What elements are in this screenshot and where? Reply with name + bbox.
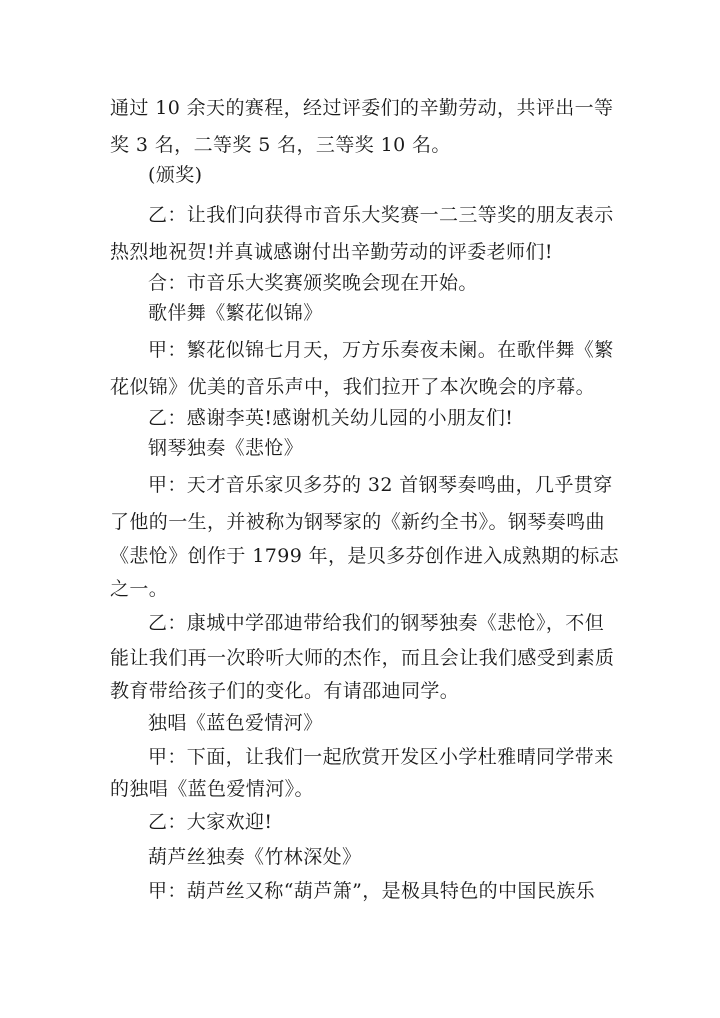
text-line-3: (颁奖) bbox=[148, 164, 203, 186]
section-heading-3: 独唱《蓝色爱情河》 bbox=[148, 712, 323, 734]
section-heading-4: 葫芦丝独奏《竹林深处》 bbox=[148, 846, 362, 868]
text-line-16: 乙：康城中学邵迪带给我们的钢琴独奏《悲怆》，不但 bbox=[148, 612, 605, 634]
text-line-18: 教育带给孩子们的变化。有请邵迪同学。 bbox=[110, 680, 460, 702]
text-line-1: 通过 10 余天的赛程，经过评委们的辛勤劳动，共评出一等 bbox=[110, 97, 614, 119]
section-heading-1: 歌伴舞《繁花似锦》 bbox=[148, 302, 323, 324]
text-line-9: 花似锦》优美的音乐声中，我们拉开了本次晚会的序幕。 bbox=[110, 376, 596, 398]
text-line-2: 奖 3 名，二等奖 5 名，三等奖 10 名。 bbox=[110, 134, 451, 156]
text-line-4: 乙：让我们向获得市音乐大奖赛一二三等奖的朋友表示 bbox=[148, 204, 614, 226]
text-line-5: 热烈地祝贺!并真诚感谢付出辛勤劳动的评委老师们! bbox=[110, 241, 553, 263]
text-line-17: 能让我们再一次聆听大师的杰作，而且会让我们感受到素质 bbox=[110, 647, 615, 669]
text-line-21: 的独唱《蓝色爱情河》。 bbox=[110, 778, 314, 800]
text-line-15: 之一。 bbox=[110, 578, 169, 600]
text-line-14: 《悲怆》创作于 1799 年，是贝多芬创作进入成熟期的标志 bbox=[110, 545, 620, 567]
section-heading-2: 钢琴独奏《悲怆》 bbox=[148, 437, 304, 459]
text-line-20: 甲：下面，让我们一起欣赏开发区小学杜雅晴同学带来 bbox=[148, 746, 614, 768]
text-line-8: 甲：繁花似锦七月天，万方乐奏夜未阑。在歌伴舞《繁 bbox=[148, 339, 614, 361]
text-line-6: 合：市音乐大奖赛颁奖晚会现在开始。 bbox=[148, 272, 478, 294]
text-line-13: 了他的一生，并被称为钢琴家的《新约全书》。钢琴奏鸣曲 bbox=[110, 511, 605, 533]
text-line-12: 甲：天才音乐家贝多芬的 32 首钢琴奏鸣曲，几乎贯穿 bbox=[148, 474, 613, 496]
text-line-10: 乙：感谢李英!感谢机关幼儿园的小朋友们! bbox=[148, 407, 514, 429]
text-line-22: 乙：大家欢迎! bbox=[148, 811, 273, 833]
text-line-24: 甲：葫芦丝又称“葫芦箫”，是极具特色的中国民族乐 bbox=[148, 880, 596, 902]
